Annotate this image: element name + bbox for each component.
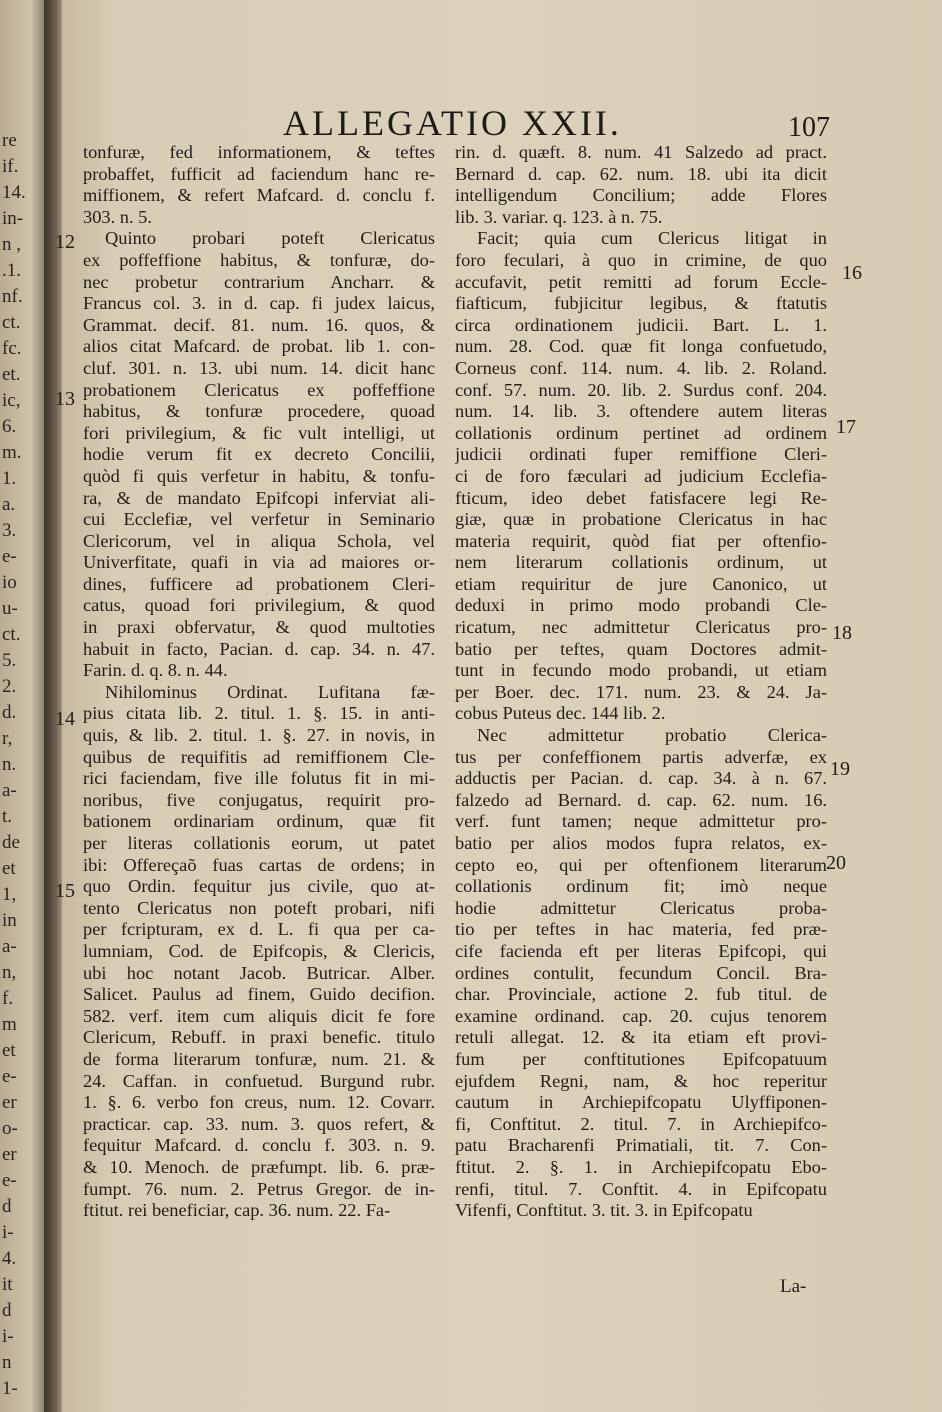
text-line: retuli allegat. 12. & ita etiam eft provi- [455,1027,827,1048]
text-line: quo Ordin. fequitur jus civile, quo at- [83,876,435,897]
text-line: & 10. Menoch. de præfumpt. lib. 6. præ- [83,1156,435,1177]
text-line: Clericum, Rebuff. in praxi benefic. titulo [83,1027,435,1048]
text-line: fiafticum, fubjicitur legibus, & ftatutis [455,293,827,314]
text-line: dines, fufficere ad probationem Cleri- [83,573,435,594]
previous-page-fragment: n. [2,754,17,775]
previous-page-fragment: 4. [2,1248,17,1269]
text-line: ordines contulit, fecundum Concil. Bra- [455,962,827,983]
text-line: examine ordinand. cap. 20. cujus tenorem [455,1005,827,1026]
previous-page-fragment: a- [2,936,17,957]
previous-page-fragment: r, [2,728,13,749]
text-line: circa ordinationem judicii. Bart. L. 1. [455,314,827,335]
text-line: tus per confeffionem partis adverfæ, ex [455,746,827,767]
previous-page-fragment: i- [2,1222,14,1243]
text-line: etiam requiritur de jure Canonico, ut [455,573,827,594]
text-line: fumpt. 76. num. 2. Petrus Gregor. de in- [83,1178,435,1199]
previous-page-fragment: ct. [2,312,21,333]
text-line: collationis ordinum fit; imò neque [455,876,827,897]
text-line: ra, & de mandato Epifcopi inferviat ali- [83,487,435,508]
previous-page-fragment: et. [2,364,21,385]
previous-page-fragment: d [2,1300,12,1321]
previous-page-fragment: if. [2,156,19,177]
text-line: batio per teftes, quam Doctores admit- [455,638,827,659]
previous-page-fragment: 1, [2,884,17,905]
previous-page-fragment: m [2,1014,17,1035]
previous-page-fragment: i- [2,1326,14,1347]
text-line: 24. Caffan. in confuetud. Burgund rubr. [83,1070,435,1091]
text-line: judicii ordinati fuper remiffione Cleri- [455,444,827,465]
text-line: tonfuræ, fed informationem, & teftes [83,142,435,162]
previous-page-fragment: a. [2,494,16,515]
text-line: Bernard d. cap. 62. num. 18. ubi ita dicit [455,163,827,184]
text-line: 303. n. 5. [83,206,152,227]
text-line: Quinto probari poteft Clericatus [105,228,435,249]
previous-page-fragment: d. [2,702,17,723]
text-line: batio per alios modos fupra relatos, ex- [455,833,827,853]
text-line: intelligendum Concilium; adde Flores [455,185,827,206]
text-line: quibus de requifitis ad remiffionem Cle- [83,746,435,767]
text-line: materia requirit, quòd fiat per oftenfio- [455,530,827,551]
text-line: foro feculari, à quo in crimine, de quo [455,249,827,270]
previous-page-fragment: ic, [2,390,21,411]
left-text-column [83,142,435,1222]
previous-page-fragment: d [2,1196,12,1217]
previous-page-fragment: er [2,1092,17,1113]
text-line: tunt in fecundo modo probandi, ut etiam [455,660,827,681]
text-line: per literas collationis eorum, ut patet [83,833,435,853]
text-line: cautum in Archiepifcopatu Ulyffiponen- [455,1092,827,1113]
previous-page-fragment: nf. [2,286,23,307]
previous-page-fragment: er [2,1144,17,1165]
text-line: quis, & lib. 2. titul. 1. §. 27. in novis, in [83,725,435,746]
previous-page-fragment: 5. [2,650,17,671]
text-line: probationem Clericatus ex poffeffione [83,379,435,400]
text-line: cife facienda eft per literas Epifcopi, qui [455,940,827,961]
text-line: ibi: Offereçaõ fuas cartas de ordens; in [83,854,435,875]
text-line: hodie admittetur Clericatus proba- [455,897,827,918]
margin-marker: 15 [55,880,75,902]
text-line: Nihilominus Ordinat. Lufitana fæ- [105,681,435,702]
text-line: nec probetur contrarium Ancharr. & [83,271,435,292]
text-line: accufavit, petit remitti ad forum Eccle- [455,271,827,292]
text-line: fori privilegium, & fic vult intelligi, ut [83,422,435,443]
text-line: ex poffeffione habitus, & tonfuræ, do- [83,249,435,270]
previous-page-fragment: 14. [2,182,26,203]
previous-page-fragment: e- [2,1170,17,1191]
previous-page-fragment: t. [2,806,13,827]
previous-page-fragment: 2. [2,676,17,697]
previous-page-fragment: et [2,1040,16,1061]
text-line: fi, Conftitut. 2. titul. 7. in Archiepifco- [455,1113,827,1134]
text-line: adductis per Pacian. d. cap. 34. à n. 67. [455,768,827,789]
margin-marker: 19 [830,758,850,780]
text-line: cluf. 301. n. 13. ubi num. 14. dicit hanc [83,357,435,378]
text-line: alios citat Mafcard. de probat. lib 1. con- [83,336,435,357]
text-line: bationem ordinariam ordinum, quæ fit [83,811,435,832]
text-line: lumniam, Cod. de Epifcopis, & Clericis, [83,940,435,961]
text-line: ejufdem Regni, nam, & hoc reperitur [455,1070,827,1091]
text-line: Corneus conf. 114. num. 4. lib. 2. Roland. [455,357,827,378]
text-line: noribus, five conjugatus, requirit pro- [83,789,435,810]
text-line: renfi, titul. 7. Conftit. 4. in Epifcopatu [455,1178,827,1199]
text-line: cobus Puteus dec. 144 lib. 2. [455,703,666,724]
text-line: ricatum, nec admittetur Clericatus pro- [455,617,827,638]
previous-page-fragment: de [2,832,20,853]
text-line: ubi hoc notant Jacob. Butricar. Alber. [83,962,435,983]
previous-page-fragment: re [2,130,17,151]
text-line: cui Ecclefiæ, vel verfetur in Seminario [83,509,435,530]
text-line: practicar. cap. 33. num. 3. quos refert, & [83,1113,435,1134]
margin-marker: 20 [826,852,846,874]
text-line: ftitut. rei beneficiar, cap. 36. num. 22. Fa- [83,1200,391,1221]
text-line: Salicet. Paulus ad finem, Guido decifion. [83,984,435,1005]
text-line: catus, quoad fori privilegium, & quod [83,595,435,616]
previous-page-fragment: a- [2,780,17,801]
previous-page-fragment: ct. [2,624,21,645]
text-line: pius citata lib. 2. titul. 1. §. 15. in anti- [83,703,435,724]
text-line: fum per conftitutiones Epifcopatuum [455,1048,827,1069]
text-line: Clericorum, vel in aliqua Schola, vel [83,530,435,551]
text-line: Francus col. 3. in d. cap. fi judex laicus, [83,293,435,314]
previous-page-fragment: 1. [2,468,17,489]
text-line: tento Clericatus non poteft probari, nifi [83,897,435,918]
previous-page-fragment: n , [2,234,21,255]
previous-page-fragment: m. [2,442,22,463]
text-line: Vifenfi, Conftitut. 3. tit. 3. in Epifcopatu [455,1200,753,1221]
previous-page-fragment: n, [2,962,17,983]
text-line: Univerfitate, quafi in via ad maiores or- [83,552,435,573]
text-line: fequitur Mafcard. d. conclu f. 303. n. 9. [83,1135,435,1156]
text-line: ftitut. 2. §. 1. in Archiepifcopatu Ebo- [455,1156,827,1177]
previous-page-fragment: 3. [2,520,17,541]
text-line: per Boer. dec. 171. num. 23. & 24. Ja- [455,681,827,702]
text-line: nem literarum collationis ordinum, ut [455,552,827,573]
margin-marker: 18 [832,622,852,644]
text-line: quòd fi quis verfetur in habitu, & tonfu- [83,465,435,486]
text-line: miffionem, & refert Mafcard. d. conclu f. [83,185,435,206]
catchword: La- [780,1276,807,1297]
text-line: num. 28. Cod. quæ fit longa confuetudo, [455,336,827,357]
page-number: 107 [788,112,830,143]
margin-marker: 17 [836,416,856,438]
text-line: Grammat. decif. 81. num. 16. quos, & [83,314,435,335]
previous-page-fragment: io [2,572,17,593]
previous-page-fragment: u- [2,598,18,619]
book-gutter [44,0,64,1412]
previous-page-fragment: in- [2,208,24,229]
previous-page-fragment: f. [2,988,14,1009]
previous-page-fragment: in [2,910,17,931]
text-line: 1. §. 6. verbo fon creus, num. 12. Covarr. [83,1092,435,1113]
text-line: verf. funt tamen; neque admittetur pro- [455,811,827,832]
text-line: collationis ordinum pertinet ad ordinem [455,422,827,443]
previous-page-fragment: 6. [2,416,17,437]
text-line: tio per teftes in hac materia, fed præ- [455,919,827,940]
text-line: Facit; quia cum Clericus litigat in [477,228,827,249]
previous-page-fragment: e- [2,1066,17,1087]
previous-page-fragment: et [2,858,16,879]
text-line: cepto eo, qui per oftenfionem literarum [455,854,827,875]
previous-page-fragment: e- [2,546,17,567]
previous-page-fragment: fc. [2,338,22,359]
margin-marker: 12 [55,231,75,253]
text-line: hodie verum fit ex decreto Concilii, [83,444,435,465]
text-line: conf. 57. num. 20. lib. 2. Surdus conf. 204. [455,379,827,400]
text-line: in praxi obfervatur, & quod multoties [83,617,435,638]
text-line: habitus, & tonfuræ procedere, quoad [83,401,435,422]
text-line: num. 14. lib. 3. oftendere autem literas [455,401,827,422]
text-line: deduxi in primo modo probandi Cle- [455,595,827,616]
text-line: falzedo ad Bernard. d. cap. 62. num. 16. [455,789,827,810]
running-header-title: ALLEGATIO XXII. [283,103,622,143]
previous-page-edge [0,0,44,1412]
text-line: char. Provinciale, actione 2. fub titul. de [455,984,827,1005]
text-line: fticum, ideo debet fatisfacere legi Re- [455,487,827,508]
text-line: rici faciendam, five ille folutus fit in mi- [83,768,435,789]
text-line: patu Bracharenfi Primatiali, tit. 7. Con- [455,1135,827,1156]
text-line: giæ, quæ in probatione Clericatus in hac [455,509,827,530]
previous-page-fragment: o- [2,1118,18,1139]
text-line: habuit in facto, Pacian. d. cap. 34. n. 47. [83,638,435,659]
text-line: Farin. d. q. 8. n. 44. [83,660,228,681]
text-line: per fcripturam, ex d. L. fi qua per ca- [83,919,435,940]
previous-page-fragment: it [2,1274,13,1295]
text-line: 582. verf. item cum aliquis dicit fe fore [83,1005,435,1026]
text-line: probaffet, fufficit ad faciendum hanc re- [83,163,435,184]
margin-marker: 16 [842,262,862,284]
margin-marker: 13 [55,388,75,410]
previous-page-fragment: 1- [2,1378,18,1399]
text-line: ci de foro fæculari ad judicium Ecclefia- [455,465,827,486]
text-line: rin. d. quæft. 8. num. 41 Salzedo ad pract. [455,142,827,162]
text-line: Nec admittetur probatio Clerica- [477,725,827,746]
previous-page-fragment: n [2,1352,12,1373]
text-line: de forma literarum tonfuræ, num. 21. & [83,1048,435,1069]
text-line: lib. 3. variar. q. 123. à n. 75. [455,206,663,227]
right-text-column [455,142,827,1222]
previous-page-fragment: .1. [2,260,21,281]
margin-marker: 14 [55,708,75,730]
